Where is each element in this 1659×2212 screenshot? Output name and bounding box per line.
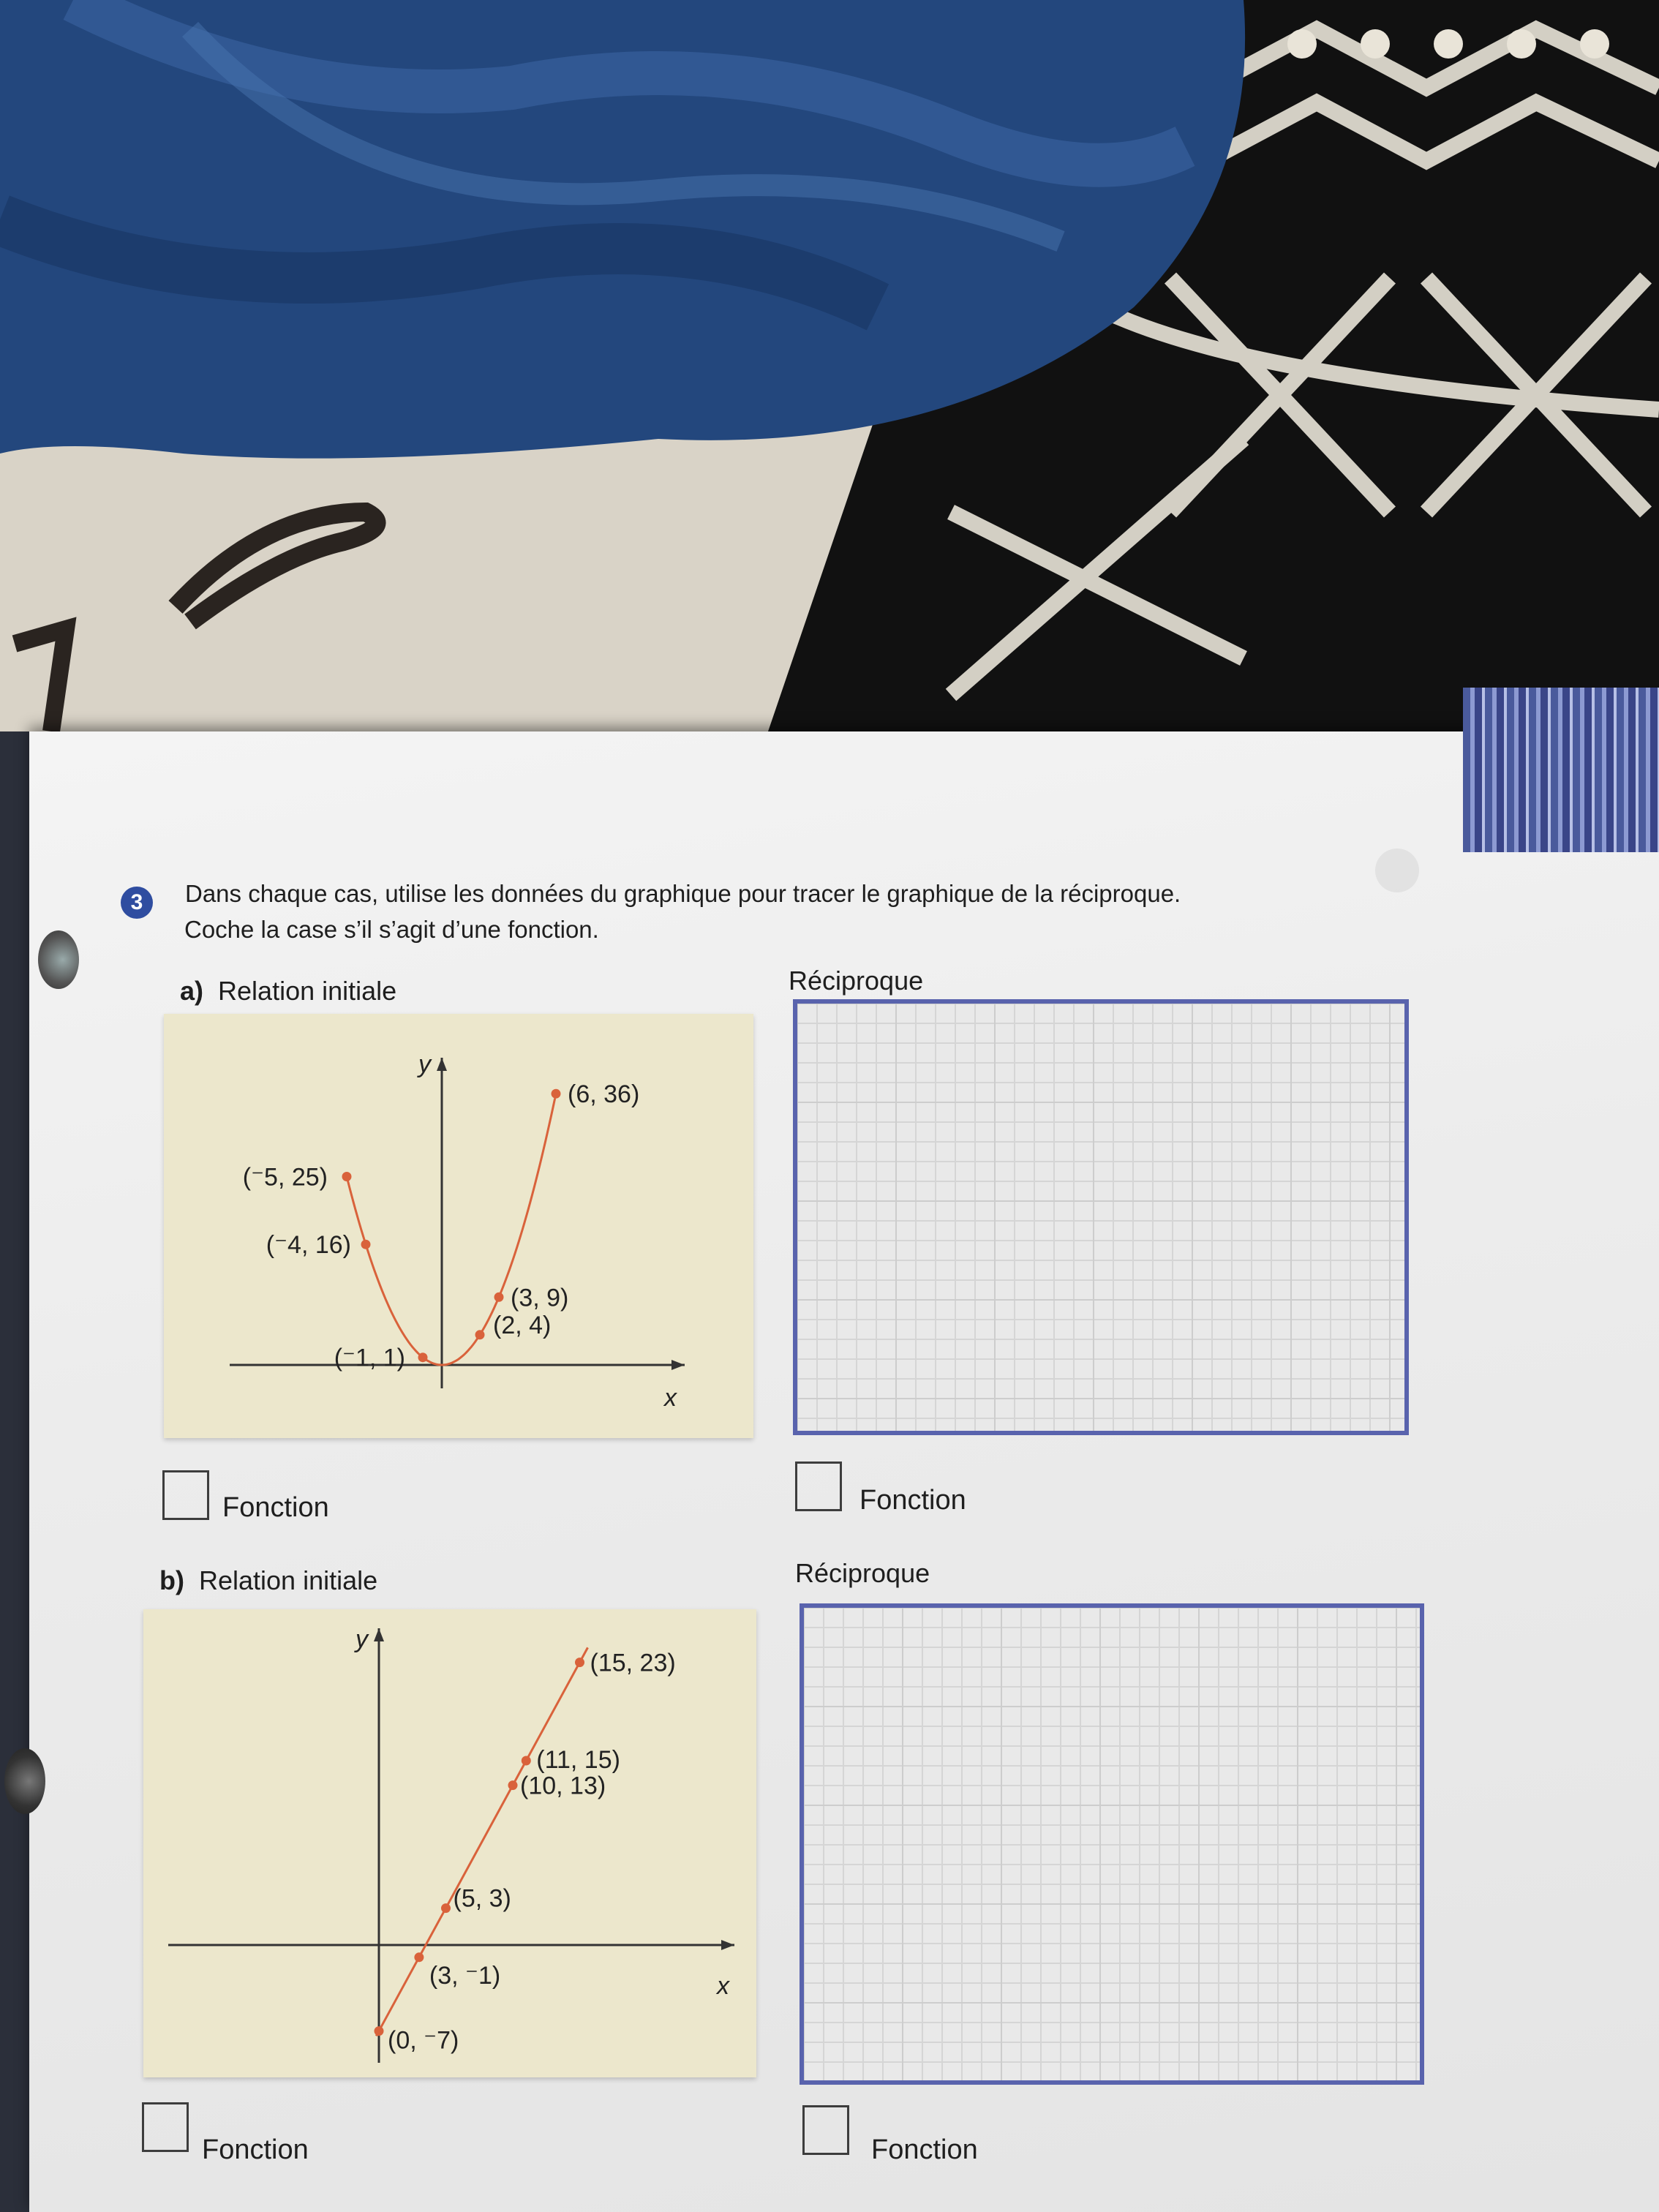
point-label: (⁻5, 25)	[242, 1163, 328, 1192]
instruction-line-1: Dans chaque cas, utilise les données du graphique pour tracer le graphique de la réciproque.	[185, 880, 1181, 907]
question-number-badge: 3	[121, 887, 153, 919]
page-mark	[1375, 849, 1419, 892]
part-b-reciprocal-function-checkbox[interactable]	[802, 2105, 849, 2155]
data-point	[441, 1903, 451, 1913]
y-axis-arrow	[374, 1628, 384, 1641]
binder-hole	[4, 1748, 45, 1814]
instruction-line-2: Coche la case s’il s’agit d’une fonction.	[184, 916, 599, 943]
point-label: (10, 13)	[520, 1772, 606, 1800]
part-a-chart	[164, 1014, 753, 1438]
point-label: (⁻4, 16)	[266, 1231, 351, 1260]
data-point	[418, 1353, 428, 1362]
x-axis-label: x	[717, 1972, 729, 2000]
data-point	[375, 2026, 384, 2036]
x-axis-arrow	[721, 1940, 734, 1950]
part-a-initial-function-label: Fonction	[222, 1492, 329, 1523]
point-label: (2, 4)	[493, 1311, 552, 1339]
part-a-letter: a)	[180, 976, 204, 1006]
part-b-initial-label	[159, 1565, 377, 1596]
part-b-initial-text: Relation initiale	[199, 1565, 378, 1595]
data-point	[552, 1089, 561, 1099]
part-a-initial-graph	[164, 1014, 753, 1438]
point-label: (5, 3)	[453, 1884, 511, 1913]
point-label: (11, 15)	[536, 1746, 620, 1774]
part-b-initial-graph	[143, 1609, 756, 2077]
part-b-reciprocal-grid[interactable]	[800, 1603, 1424, 2085]
data-point	[508, 1780, 518, 1790]
part-b-reciprocal-function-label: Fonction	[871, 2134, 978, 2165]
part-a-initial-label	[180, 976, 396, 1007]
data-point	[342, 1172, 352, 1181]
y-axis-label: y	[356, 1625, 368, 1653]
y-axis-arrow	[437, 1058, 447, 1071]
page-edge-stripe	[1463, 688, 1659, 852]
part-b-chart	[143, 1609, 756, 2077]
point-label: (0, ⁻7)	[388, 2026, 459, 2055]
point-label: (6, 36)	[568, 1080, 640, 1109]
point-label: (3, 9)	[511, 1284, 569, 1312]
part-a-reciprocal-function-checkbox[interactable]	[795, 1462, 842, 1511]
part-a-reciprocal-grid[interactable]	[793, 999, 1409, 1435]
data-point	[475, 1330, 485, 1339]
part-a-reciprocal-label: Réciproque	[789, 966, 924, 996]
data-point	[522, 1756, 531, 1766]
part-a-reciprocal-function-label: Fonction	[859, 1485, 966, 1516]
point-label: (⁻1, 1)	[334, 1344, 405, 1372]
part-a-initial-function-checkbox[interactable]	[162, 1470, 209, 1520]
part-b-initial-function-checkbox[interactable]	[142, 2102, 189, 2152]
x-axis-arrow	[672, 1360, 685, 1370]
part-b-letter: b)	[159, 1565, 184, 1595]
binder-hole	[38, 930, 79, 989]
part-b-initial-function-label: Fonction	[202, 2134, 309, 2165]
point-label: (3, ⁻1)	[429, 1961, 501, 1990]
part-a-initial-text: Relation initiale	[218, 976, 397, 1006]
part-b-reciprocal-label: Réciproque	[795, 1558, 930, 1588]
data-point	[414, 1952, 424, 1962]
data-point	[494, 1293, 504, 1302]
y-axis-label: y	[418, 1050, 431, 1078]
data-point	[361, 1240, 371, 1249]
data-point	[575, 1658, 584, 1667]
x-axis-label: x	[664, 1384, 677, 1412]
point-label: (15, 23)	[590, 1649, 676, 1677]
